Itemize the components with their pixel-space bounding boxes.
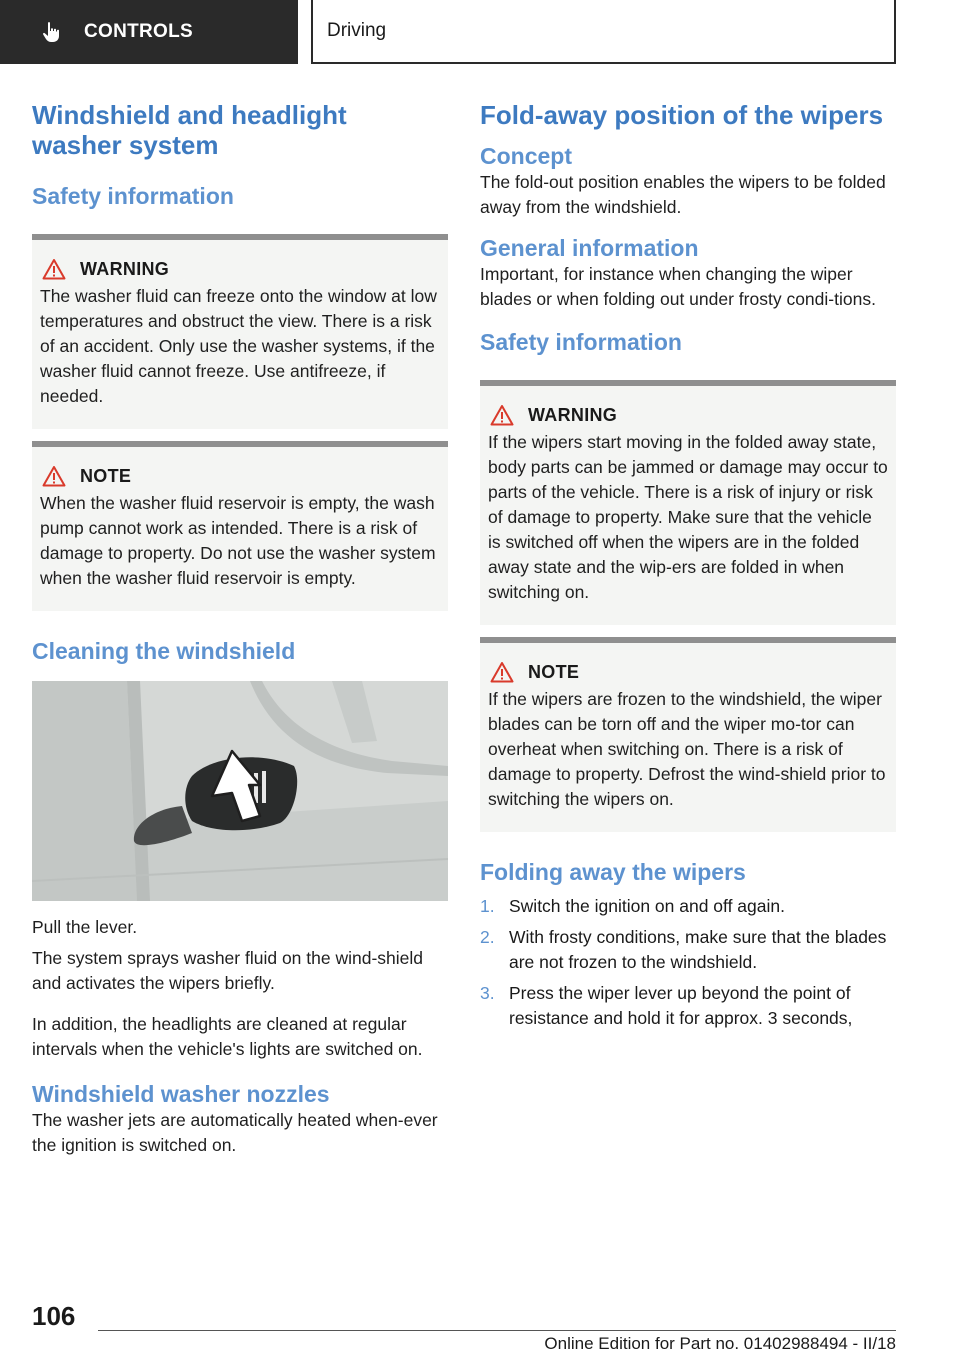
step-text: Press the wiper lever up beyond the point of resistance and hold it for approx. 3 seconds, xyxy=(509,983,853,1028)
note-label: NOTE xyxy=(528,661,580,682)
folding-heading: Folding away the wipers xyxy=(480,859,746,885)
concept-heading: Concept xyxy=(480,143,572,169)
page-header xyxy=(0,0,960,66)
step-number: 2. xyxy=(480,927,495,947)
chapter-label: Driving xyxy=(327,20,387,41)
concept-text: The fold-out position enables the wipers to be folded away from the windshield. xyxy=(480,172,886,217)
warning-text: If the wipers start moving in the folded away state, body parts can be jammed or damage may occur to parts of the vehicle. There is a risk of injury or risk of damage to property. Make sure that the vehicle is switched off when the wipers are in the folded away state and the wip-ers are folded in when switching on. xyxy=(488,432,888,602)
folding-steps xyxy=(480,894,896,1031)
warning-triangle-icon xyxy=(490,404,514,426)
hand-pointer-icon xyxy=(40,20,64,44)
chapter-box[interactable] xyxy=(311,0,896,64)
note-label: NOTE xyxy=(80,465,132,486)
list-item xyxy=(480,925,896,975)
list-item xyxy=(480,981,896,1031)
pull-lever-text: Pull the lever. xyxy=(32,917,138,937)
warning-title xyxy=(40,258,440,280)
step-number: 1. xyxy=(480,896,495,916)
nozzles-text: The washer jets are automatically heated when-ever the ignition is switched on. xyxy=(32,1110,438,1155)
lever-drawing xyxy=(32,681,448,901)
warning-triangle-icon xyxy=(42,258,66,280)
general-info-heading: General information xyxy=(480,235,699,261)
note-text: If the wipers are frozen to the windshield, the wiper blades can be torn off and the wiper mo-tor can overheat when switching on. There is a risk of damage to property. Defrost the wind-shield prior to switching the wipers on. xyxy=(488,689,886,809)
warning-box-left xyxy=(32,234,448,429)
note-title xyxy=(488,661,888,683)
cleaning-heading: Cleaning the windshield xyxy=(32,638,296,664)
warning-label: WARNING xyxy=(528,404,618,425)
section-label: CONTROLS xyxy=(84,21,194,42)
list-item xyxy=(480,894,896,919)
warning-triangle-icon xyxy=(42,465,66,487)
washer-system-title: Windshield and headlight washer system xyxy=(32,100,347,160)
step-text: Switch the ignition on and off again. xyxy=(509,896,785,916)
step-text: With frosty conditions, make sure that the blades are not frozen to the windshield. xyxy=(509,927,887,972)
warning-box-right xyxy=(480,380,896,625)
general-info-text: Important, for instance when changing the wiper blades or when folding out under frosty condi-tions. xyxy=(480,264,876,309)
warning-title xyxy=(488,404,888,426)
note-box-left xyxy=(32,441,448,611)
note-title xyxy=(40,465,440,487)
note-text: When the washer fluid reservoir is empty, the wash pump cannot work as intended. There is a risk of damage to property. Do not use the washer system when the washer fluid reservoir is empty. xyxy=(40,493,436,588)
fold-away-title: Fold-away position of the wipers xyxy=(480,100,884,130)
page-number: 106 xyxy=(32,1301,76,1331)
headlights-text: In addition, the headlights are cleaned at regular intervals when the vehicle's lights are switched on. xyxy=(32,1014,423,1059)
right-column xyxy=(480,100,896,1031)
footer-divider xyxy=(98,1330,896,1331)
sprays-text: The system sprays washer fluid on the wind-shield and activates the wipers briefly. xyxy=(32,948,424,993)
section-tab[interactable] xyxy=(0,0,298,64)
left-column xyxy=(32,100,448,1158)
safety-info-heading-left: Safety information xyxy=(32,183,234,209)
edition-text: Online Edition for Part no. 01402988494 - II/18 xyxy=(544,1334,896,1353)
nozzles-heading: Windshield washer nozzles xyxy=(32,1081,330,1107)
safety-info-heading-right: Safety information xyxy=(480,329,682,355)
warning-text: The washer fluid can freeze onto the window at low temperatures and obstruct the view. There is a risk of an accident. Only use the washer systems, if the washer fluid cannot freeze. Use antifreeze, if needed. xyxy=(40,286,437,406)
step-number: 3. xyxy=(480,983,495,1003)
wiper-lever-illustration xyxy=(32,681,448,901)
warning-label: WARNING xyxy=(80,258,170,279)
warning-triangle-icon xyxy=(490,661,514,683)
note-box-right xyxy=(480,637,896,832)
